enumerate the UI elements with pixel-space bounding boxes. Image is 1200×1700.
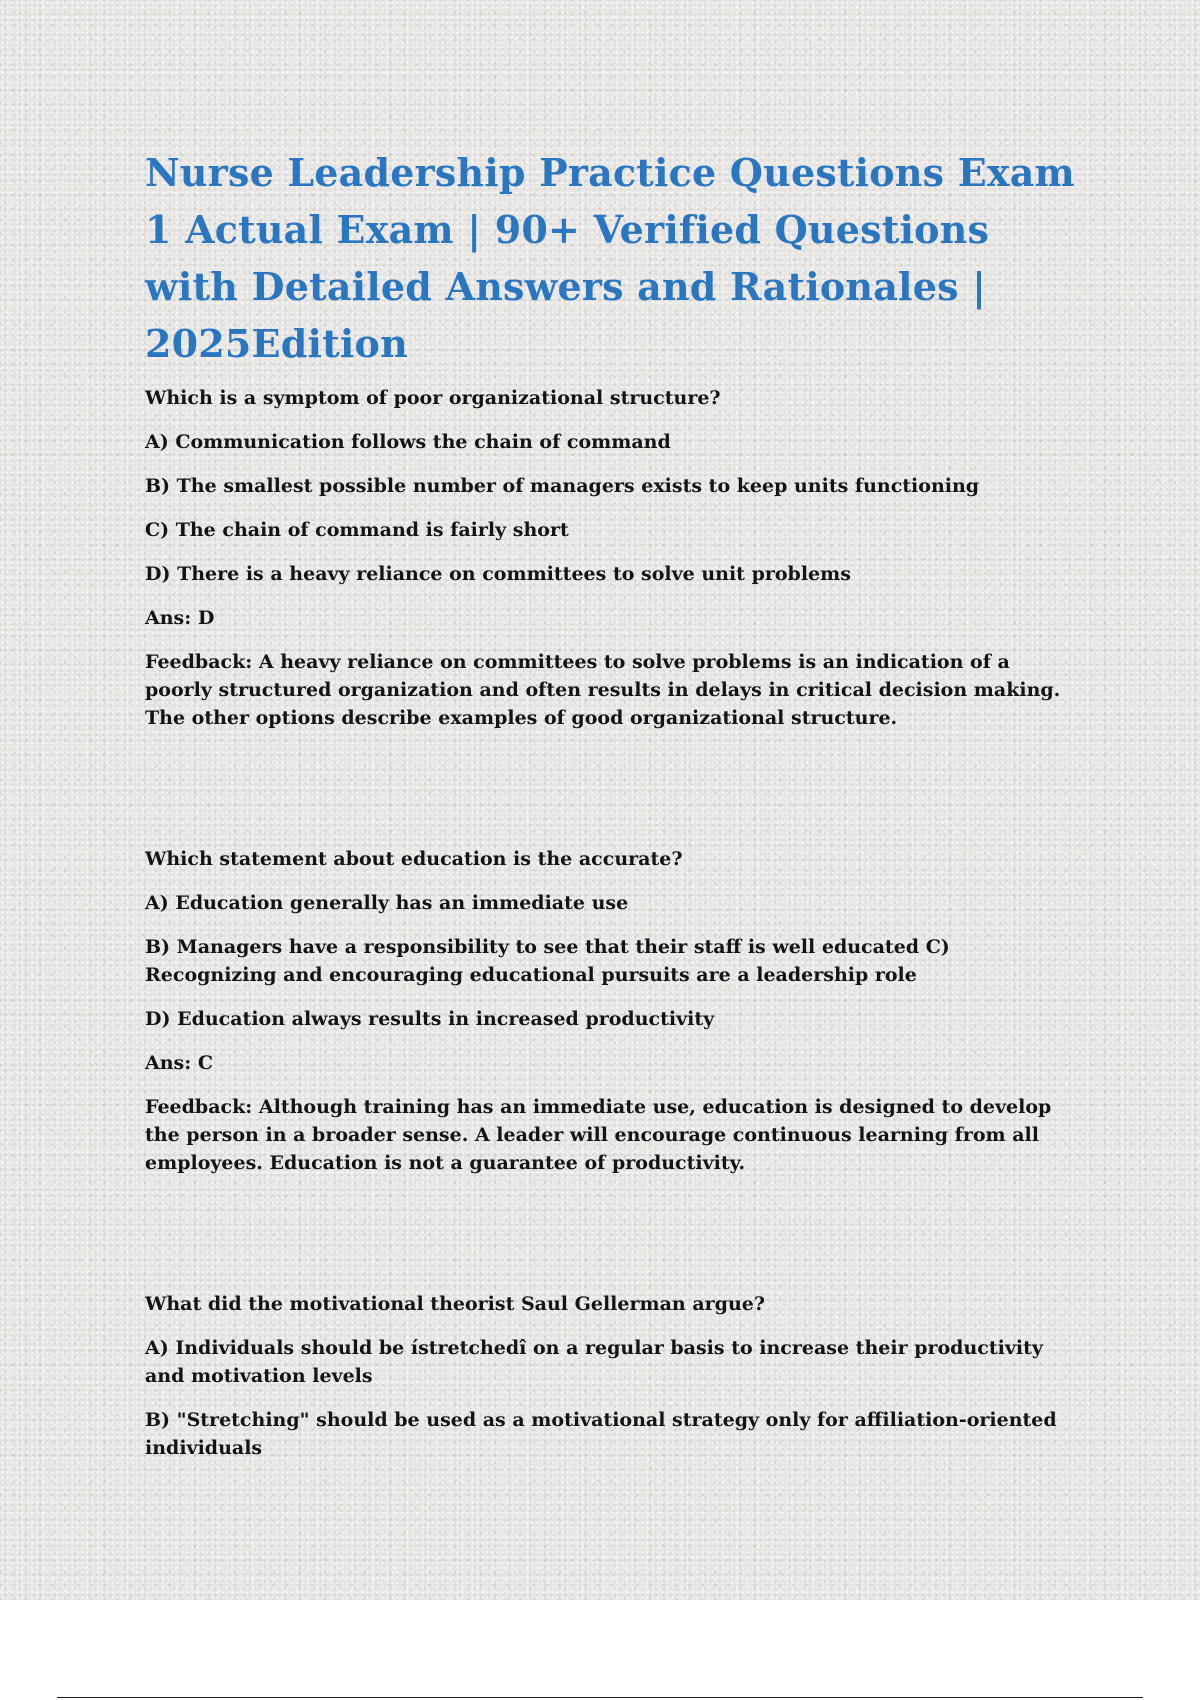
option-b: B) Managers have a responsibility to see that their staff is well educated C) Recognizing and encouraging educational pursuits are a leadership role: [145, 936, 950, 986]
question-block: [145, 1290, 1075, 1462]
feedback: Feedback: Although training has an immediate use, education is designed to develop the person in a broader sense. A leader will encourage continuous learning from all employees. Education is not a guarantee of productivity.: [145, 1096, 1052, 1174]
document-body: [145, 144, 1075, 1478]
option-a: A) Communication follows the chain of command: [145, 431, 671, 453]
question-block: [145, 845, 1075, 1177]
footer-divider: [57, 1697, 1143, 1698]
answer: Ans: C: [145, 1052, 214, 1074]
question-block: [145, 384, 1075, 732]
option-d: D) There is a heavy reliance on committees to solve unit problems: [145, 563, 851, 585]
question-text: Which statement about education is the accurate?: [145, 848, 683, 870]
option-a: A) Individuals should be ístretchedî on a regular basis to increase their productivity and motivation levels: [145, 1337, 1043, 1387]
answer: Ans: D: [145, 607, 215, 629]
option-a: A) Education generally has an immediate use: [145, 892, 629, 914]
question-text: Which is a symptom of poor organizational structure?: [145, 387, 721, 409]
question-text: What did the motivational theorist Saul Gellerman argue?: [145, 1293, 765, 1315]
document-title: Nurse Leadership Practice Questions Exam 1 Actual Exam | 90+ Verified Questions with Detailed Answers and Rationales | 2025Edition: [145, 150, 1075, 366]
option-b: B) The smallest possible number of managers exists to keep units functioning: [145, 475, 980, 497]
option-c: C) The chain of command is fairly short: [145, 519, 569, 541]
option-d: D) Education always results in increased productivity: [145, 1008, 715, 1030]
option-b: B) "Stretching" should be used as a motivational strategy only for affiliation-oriented individuals: [145, 1409, 1057, 1459]
feedback: Feedback: A heavy reliance on committees to solve problems is an indication of a poorly structured organization and often results in delays in critical decision making. The other options describe examples of good organizational structure.: [145, 651, 1061, 729]
